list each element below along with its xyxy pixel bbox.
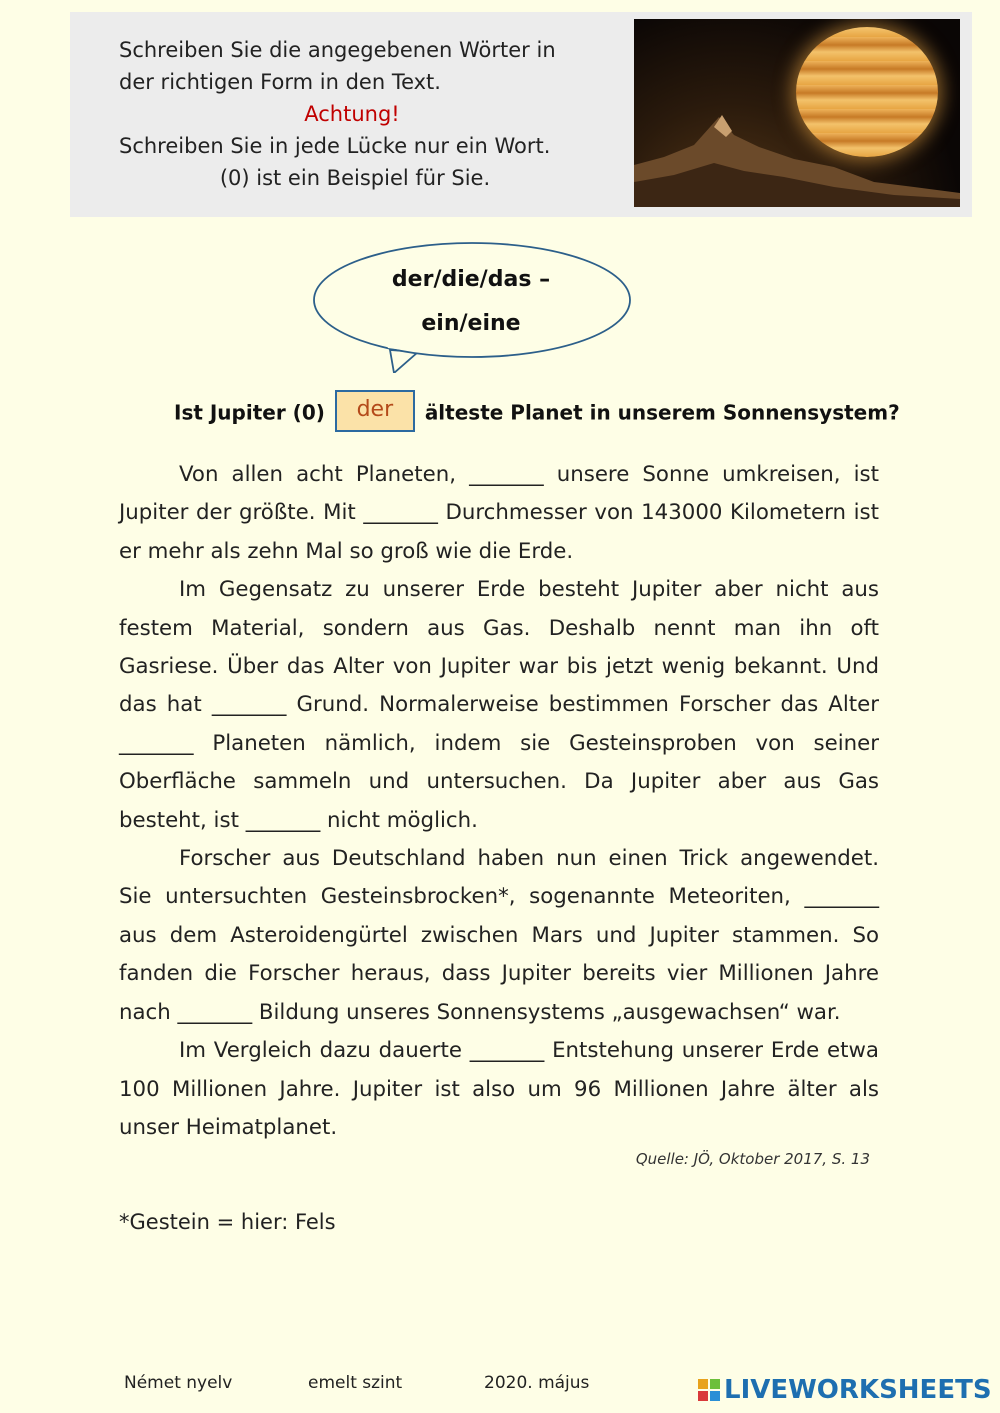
example-answer-field[interactable]: der — [335, 390, 415, 432]
text-segment: aus dem Asteroidengürtel zwischen Mars und Jupiter stammen. So fanden die Forscher heraus, dass Jupiter bereits vier Millionen Jahre nach — [119, 922, 879, 1025]
bubble-line-2: ein/eine — [421, 311, 521, 336]
mountain-landscape — [634, 87, 960, 207]
logo-square-i — [710, 1379, 720, 1389]
text-segment: Von allen acht Planeten, — [179, 462, 456, 487]
instruction-line-4: (0) ist ein Beispiel für Sie. — [219, 166, 491, 190]
bubble-text — [315, 258, 627, 346]
gap-6[interactable]: _______ — [804, 884, 879, 910]
instruction-line-3: Schreiben Sie in jede Lücke nur ein Wort. — [119, 134, 551, 158]
question-end: älteste Planet in unserem Sonnensystem? — [424, 400, 900, 425]
gap-3[interactable]: _______ — [211, 692, 287, 718]
text-segment: Planeten nämlich, indem sie Gesteinsproben von seiner Oberfläche sammeln und untersuchen. Da Jupiter aber aus Gas besteht, ist — [119, 730, 879, 833]
instruction-text — [70, 34, 634, 194]
text-segment: Im Gegensatz zu unserer Erde besteht Jupiter aber nicht aus festem Material, sondern aus Gas. Deshalb nennt man ihn oft Gasriese. Über das Alter von Jupiter war bis jetzt wenig bekannt. Und das hat — [119, 577, 879, 718]
title-question — [174, 393, 900, 435]
footer-date: 2020. május — [484, 1373, 590, 1393]
logo-square-l — [698, 1379, 708, 1389]
text-segment: Durchmesser von 143000 Kilometern ist er mehr als zehn Mal so groß wie die Erde. — [119, 500, 879, 564]
paragraph-1 — [119, 456, 879, 571]
bubble-line-1: der/die/das – — [391, 267, 551, 292]
paragraph-2 — [119, 571, 879, 840]
gap-7[interactable]: _______ — [177, 999, 253, 1025]
footnote: *Gestein = hier: Fels — [119, 1210, 336, 1234]
gap-8[interactable]: _______ — [469, 1038, 545, 1064]
question-start: Ist Jupiter (0) — [174, 400, 325, 425]
logo-icon — [698, 1379, 720, 1401]
logo-square-e — [710, 1391, 720, 1401]
instruction-line-1: Schreiben Sie die angegebenen Wörter in — [119, 38, 556, 62]
liveworksheets-logo[interactable] — [698, 1373, 992, 1407]
text-segment: nicht möglich. — [327, 807, 478, 833]
gap-5[interactable]: _______ — [245, 807, 321, 833]
main-text — [119, 456, 879, 1147]
footer-subject: Német nyelv — [124, 1373, 233, 1393]
text-segment: unsere Sonne umkreisen, ist Jupiter der größte. Mit — [119, 462, 879, 526]
text-segment: Bildung unseres Sonnensystems „ausgewachsen“ war. — [258, 999, 841, 1025]
gap-2[interactable]: _______ — [363, 500, 438, 526]
footer-level: emelt szint — [308, 1373, 403, 1393]
paragraph-4 — [119, 1032, 879, 1147]
logo-square-v — [698, 1391, 708, 1401]
jupiter-planet-image — [634, 19, 960, 207]
text-segment: Im Vergleich dazu dauerte — [179, 1038, 463, 1064]
instruction-line-2: der richtigen Form in den Text. — [119, 70, 441, 94]
gap-1[interactable]: _______ — [469, 462, 544, 487]
text-segment: Forscher aus Deutschland haben nun einen Trick angewendet. Sie untersuchten Gesteinsbrocken*, sogenannte Meteoriten, — [119, 846, 879, 910]
paragraph-3 — [119, 840, 879, 1032]
source-citation: Quelle: JÖ, Oktober 2017, S. 13 — [635, 1150, 870, 1168]
logo-text: LIVEWORKSHEETS — [724, 1375, 992, 1405]
warning-label: Achtung! — [304, 102, 400, 126]
text-segment: Grund. Normalerweise bestimmen Forscher das Alter — [296, 692, 879, 718]
text-segment: Entstehung unserer Erde etwa 100 Millionen Jahre. Jupiter ist also um 96 Millionen Jahre älter als unser Heimatplanet. — [119, 1038, 879, 1140]
gap-4[interactable]: _______ — [119, 730, 194, 756]
